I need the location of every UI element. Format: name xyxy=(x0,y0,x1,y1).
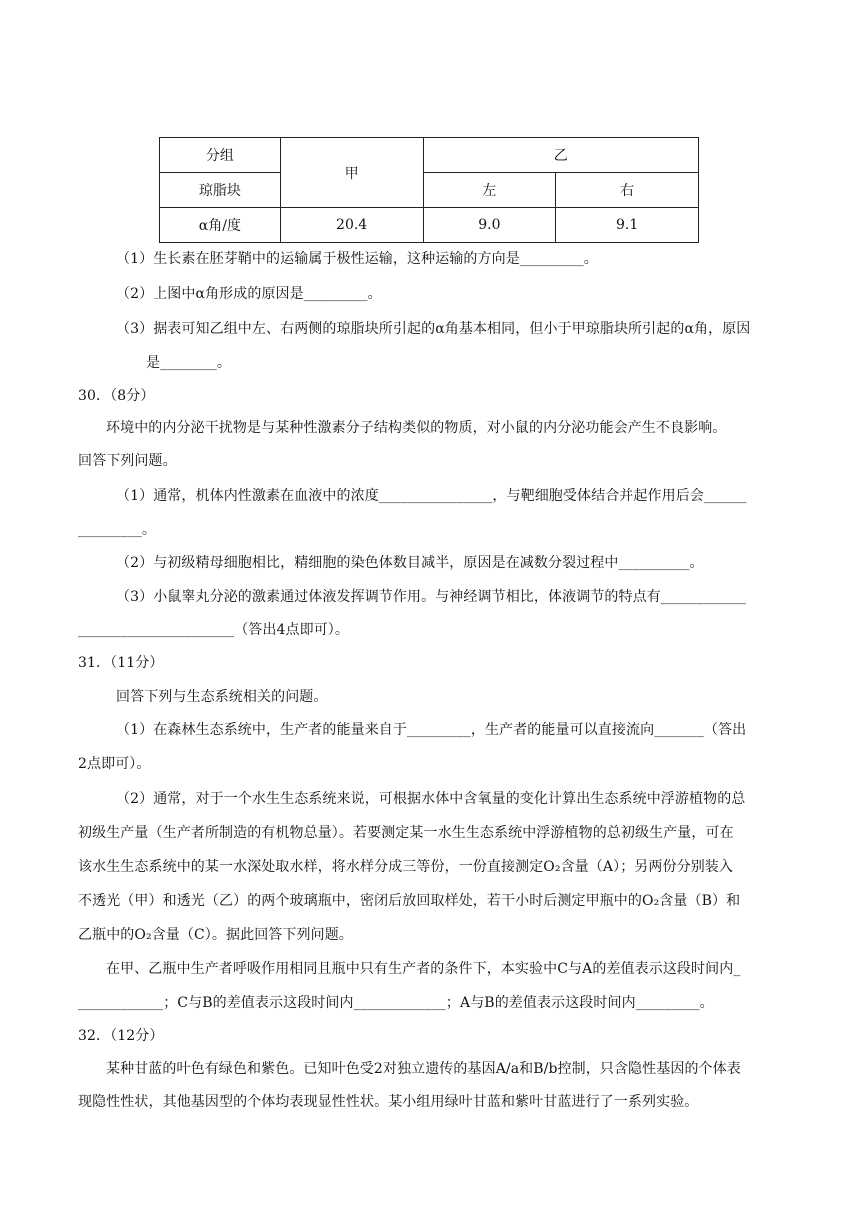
text-line: （3）小鼠睾丸分泌的激素通过体液发挥调节作用。与神经调节相比，体液调节的特点有____________ xyxy=(116,589,747,605)
question-heading: 30．（8分） xyxy=(78,388,155,404)
text-line: ____________；C与B的差值表示这段时间内_____________；A与B的差值表示这段时间内_________。 xyxy=(78,995,714,1011)
question-heading: 31．（11分） xyxy=(78,655,164,671)
cell-jia-value: 20.4 xyxy=(280,208,423,243)
text-line: 回答下列问题。 xyxy=(78,453,177,469)
header-yi: 乙 xyxy=(423,138,699,173)
text-line: （2）通常，对于一个水生生态系统来说，可根据水体中含氧量的变化计算出生态系统中浮游植物的总 xyxy=(116,791,746,807)
cell-left-value: 9.0 xyxy=(423,208,556,243)
text-line: 2点即可）。 xyxy=(78,756,151,772)
text-line: 某种甘蓝的叶色有绿色和紫色。已知叶色受2对独立遗传的基因A/a和B/b控制，只含隐性基因的个体表 xyxy=(106,1061,741,1077)
text-line: （2）上图中α角形成的原因是_________。 xyxy=(116,286,382,302)
question-heading: 32．（12分） xyxy=(78,1028,164,1044)
text-line: 现隐性性状，其他基因型的个体均表现显性性状。某小组用绿叶甘蓝和紫叶甘蓝进行了一系列实验。 xyxy=(78,1094,699,1110)
header-group: 分组 xyxy=(160,138,281,173)
header-agar: 琼脂块 xyxy=(160,173,281,208)
text-line: 该水生生态系统中的某一水深处取水样，将水样分成三等份，一份直接测定O₂含量（A）；另两份分别装入 xyxy=(78,859,733,875)
text-line: 初级生产量（生产者所制造的有机物总量）。若要测定某一水生生态系统中浮游植物的总初级生产量，可在 xyxy=(78,825,734,841)
text-line: （3）据表可知乙组中左、右两侧的琼脂块所引起的α角基本相同，但小于甲琼脂块所引起的α角，原因 xyxy=(116,321,751,337)
text-line: （1）在森林生态系统中，生产者的能量来自于_________，生产者的能量可以直接流向_______（答出 xyxy=(116,722,747,738)
text-line: _________。 xyxy=(78,522,156,538)
text-line: 是________。 xyxy=(146,355,231,371)
row-label-angle: α角/度 xyxy=(160,208,281,243)
text-line: 在甲、乙瓶中生产者呼吸作用相同且瓶中只有生产者的条件下，本实验中C与A的差值表示这段时间内_ xyxy=(106,961,741,977)
text-line: （2）与初级精母细胞相比，精细胞的染色体数目减半，原因是在减数分裂过程中__________。 xyxy=(116,555,704,571)
text-line: （1）通常，机体内性激素在血液中的浓度________________，与靶细胞受体结合并起作用后会______ xyxy=(116,488,747,504)
header-right: 右 xyxy=(556,173,699,208)
cell-right-value: 9.1 xyxy=(556,208,699,243)
header-jia: 甲 xyxy=(280,138,423,208)
text-line: ______________________（答出4点即可）。 xyxy=(78,622,350,638)
results-table xyxy=(159,137,699,243)
header-left: 左 xyxy=(423,173,556,208)
text-line: 乙瓶中的O₂含量（C）。据此回答下列问题。 xyxy=(78,927,353,943)
text-line: （1）生长素在胚芽鞘中的运输属于极性运输，这种运输的方向是_________。 xyxy=(116,251,598,267)
text-line: 回答下列与生态系统相关的问题。 xyxy=(116,689,328,705)
text-line: 不透光（甲）和透光（乙）的两个玻璃瓶中，密闭后放回取样处，若干小时后测定甲瓶中的O₂含量（B）和 xyxy=(78,893,741,909)
text-line: 环境中的内分泌干扰物是与某种性激素分子结构类似的物质，对小鼠的内分泌功能会产生不良影响。 xyxy=(106,420,727,436)
